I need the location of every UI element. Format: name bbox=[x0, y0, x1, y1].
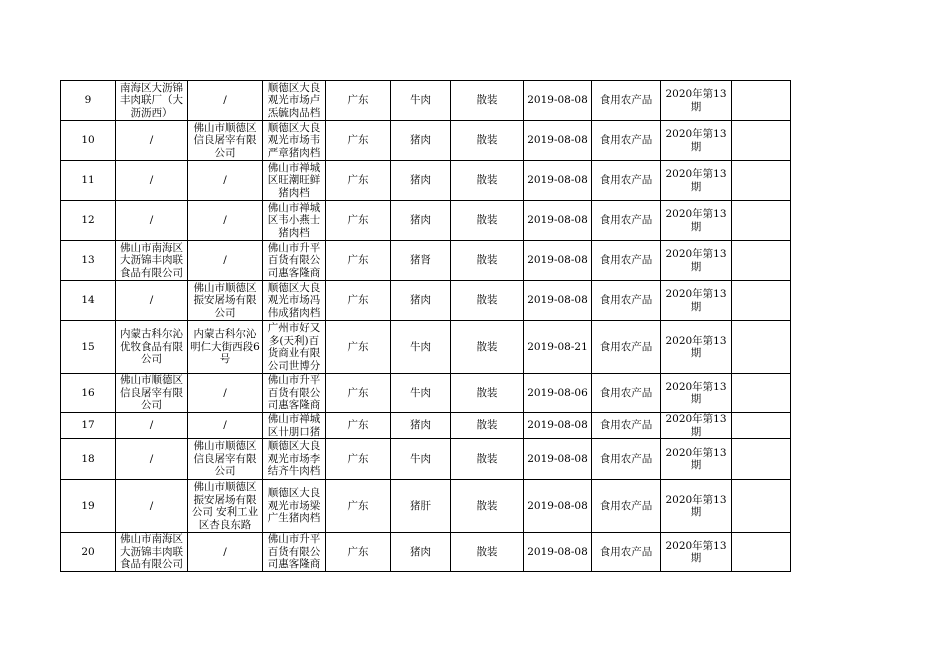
note-cell[interactable] bbox=[732, 161, 791, 201]
province-cell[interactable]: 广东 bbox=[326, 241, 391, 281]
table-row bbox=[61, 321, 791, 374]
producer-cell[interactable]: 南海区大沥锦丰肉联厂（大沥沥西） bbox=[116, 81, 188, 121]
note-cell[interactable] bbox=[732, 241, 791, 281]
spec-cell[interactable]: 散装 bbox=[451, 439, 524, 480]
producer-address-cell[interactable]: 佛山市顺德区信良屠宰有限公司 bbox=[188, 439, 263, 480]
note-cell[interactable] bbox=[732, 121, 791, 161]
date-cell[interactable]: 2019-08-08 bbox=[524, 439, 592, 480]
issue-cell[interactable]: 2020年第13期 bbox=[661, 533, 732, 572]
spec-cell[interactable]: 散装 bbox=[451, 321, 524, 374]
seller-cell[interactable]: 佛山市禅城区卄朋口猪 bbox=[263, 413, 326, 439]
product-cell[interactable]: 猪肉 bbox=[391, 121, 451, 161]
category-cell[interactable]: 食用农产品 bbox=[592, 241, 661, 281]
date-cell[interactable]: 2019-08-08 bbox=[524, 121, 592, 161]
row-number-cell[interactable]: 10 bbox=[61, 121, 116, 161]
date-cell[interactable]: 2019-08-08 bbox=[524, 241, 592, 281]
date-cell[interactable]: 2019-08-08 bbox=[524, 413, 592, 439]
producer-address-cell[interactable]: 佛山市顺德区振安屠场有限公司 bbox=[188, 281, 263, 321]
seller-cell[interactable]: 佛山市升平百货有限公司惠客隆商 bbox=[263, 374, 326, 413]
product-cell[interactable]: 牛肉 bbox=[391, 374, 451, 413]
producer-address-cell[interactable]: 内蒙古科尔沁明仁大街西段6号 bbox=[188, 321, 263, 374]
row-number-cell[interactable]: 12 bbox=[61, 201, 116, 241]
producer-cell[interactable]: / bbox=[116, 480, 188, 533]
seller-cell[interactable]: 顺德区大良观光市场李结齐牛肉档 bbox=[263, 439, 326, 480]
producer-cell[interactable]: 佛山市顺德区信良屠宰有限公司 bbox=[116, 374, 188, 413]
date-cell[interactable]: 2019-08-08 bbox=[524, 281, 592, 321]
province-cell[interactable]: 广东 bbox=[326, 161, 391, 201]
note-cell[interactable] bbox=[732, 413, 791, 439]
category-cell[interactable]: 食用农产品 bbox=[592, 374, 661, 413]
note-cell[interactable] bbox=[732, 201, 791, 241]
producer-cell[interactable]: / bbox=[116, 201, 188, 241]
product-cell[interactable]: 猪肉 bbox=[391, 161, 451, 201]
date-cell[interactable]: 2019-08-06 bbox=[524, 374, 592, 413]
table-row bbox=[61, 201, 791, 241]
row-number-cell[interactable]: 13 bbox=[61, 241, 116, 281]
producer-address-cell[interactable]: / bbox=[188, 161, 263, 201]
table-row bbox=[61, 241, 791, 281]
row-number-cell[interactable]: 14 bbox=[61, 281, 116, 321]
spec-cell[interactable]: 散装 bbox=[451, 241, 524, 281]
producer-cell[interactable]: / bbox=[116, 161, 188, 201]
note-cell[interactable] bbox=[732, 321, 791, 374]
province-cell[interactable]: 广东 bbox=[326, 121, 391, 161]
spec-cell[interactable]: 散装 bbox=[451, 281, 524, 321]
spec-cell[interactable]: 散装 bbox=[451, 81, 524, 121]
product-cell[interactable]: 猪肉 bbox=[391, 533, 451, 572]
category-cell[interactable]: 食用农产品 bbox=[592, 480, 661, 533]
category-cell[interactable]: 食用农产品 bbox=[592, 439, 661, 480]
category-cell[interactable]: 食用农产品 bbox=[592, 413, 661, 439]
date-cell[interactable]: 2019-08-08 bbox=[524, 161, 592, 201]
note-cell[interactable] bbox=[732, 480, 791, 533]
producer-address-cell[interactable]: / bbox=[188, 374, 263, 413]
spec-cell[interactable]: 散装 bbox=[451, 161, 524, 201]
note-cell[interactable] bbox=[732, 81, 791, 121]
row-number-cell[interactable]: 19 bbox=[61, 480, 116, 533]
issue-cell[interactable]: 2020年第13期 bbox=[661, 321, 732, 374]
province-cell[interactable]: 广东 bbox=[326, 374, 391, 413]
table-row bbox=[61, 161, 791, 201]
producer-cell[interactable]: / bbox=[116, 281, 188, 321]
seller-cell[interactable]: 佛山市禅城区旺潮旺鲜猪肉档 bbox=[263, 161, 326, 201]
issue-cell[interactable]: 2020年第13期 bbox=[661, 480, 732, 533]
product-cell[interactable]: 猪肉 bbox=[391, 413, 451, 439]
seller-cell[interactable]: 顺德区大良观光市场梁广生猪肉档 bbox=[263, 480, 326, 533]
seller-cell[interactable]: 佛山市升平百货有限公司惠客隆商 bbox=[263, 533, 326, 572]
note-cell[interactable] bbox=[732, 439, 791, 480]
spec-cell[interactable]: 散装 bbox=[451, 374, 524, 413]
table-row bbox=[61, 413, 791, 439]
note-cell[interactable] bbox=[732, 374, 791, 413]
row-number-cell[interactable]: 20 bbox=[61, 533, 116, 572]
date-cell[interactable]: 2019-08-08 bbox=[524, 533, 592, 572]
product-cell[interactable]: 猪肝 bbox=[391, 480, 451, 533]
table-row bbox=[61, 121, 791, 161]
issue-cell[interactable]: 2020年第13期 bbox=[661, 121, 732, 161]
issue-cell[interactable]: 2020年第13期 bbox=[661, 241, 732, 281]
note-cell[interactable] bbox=[732, 533, 791, 572]
province-cell[interactable]: 广东 bbox=[326, 439, 391, 480]
producer-address-cell[interactable]: / bbox=[188, 413, 263, 439]
row-number-cell[interactable]: 11 bbox=[61, 161, 116, 201]
table-row bbox=[61, 533, 791, 572]
issue-cell[interactable]: 2020年第13期 bbox=[661, 439, 732, 480]
product-cell[interactable]: 猪肉 bbox=[391, 281, 451, 321]
province-cell[interactable]: 广东 bbox=[326, 480, 391, 533]
table-row bbox=[61, 439, 791, 480]
note-cell[interactable] bbox=[732, 281, 791, 321]
producer-address-cell[interactable]: / bbox=[188, 81, 263, 121]
date-cell[interactable]: 2019-08-08 bbox=[524, 480, 592, 533]
issue-cell[interactable]: 2020年第13期 bbox=[661, 161, 732, 201]
producer-cell[interactable]: 内蒙古科尔沁优牧食品有限公司 bbox=[116, 321, 188, 374]
date-cell[interactable]: 2019-08-21 bbox=[524, 321, 592, 374]
table-row bbox=[61, 374, 791, 413]
row-number-cell[interactable]: 18 bbox=[61, 439, 116, 480]
row-number-cell[interactable]: 17 bbox=[61, 413, 116, 439]
row-number-cell[interactable]: 9 bbox=[61, 81, 116, 121]
category-cell[interactable]: 食用农产品 bbox=[592, 281, 661, 321]
category-cell[interactable]: 食用农产品 bbox=[592, 533, 661, 572]
table-body bbox=[61, 81, 791, 572]
province-cell[interactable]: 广东 bbox=[326, 321, 391, 374]
table-row bbox=[61, 81, 791, 121]
spec-cell[interactable]: 散装 bbox=[451, 121, 524, 161]
category-cell[interactable]: 食用农产品 bbox=[592, 321, 661, 374]
product-cell[interactable]: 牛肉 bbox=[391, 439, 451, 480]
data-table bbox=[60, 80, 791, 572]
producer-cell[interactable]: 佛山市南海区大沥锦丰肉联食品有限公司 bbox=[116, 241, 188, 281]
issue-cell[interactable]: 2020年第13期 bbox=[661, 374, 732, 413]
seller-cell[interactable]: 广州市好又多(天利)百货商业有限公司世博分 bbox=[263, 321, 326, 374]
product-cell[interactable]: 牛肉 bbox=[391, 321, 451, 374]
table-row bbox=[61, 281, 791, 321]
row-number-cell[interactable]: 15 bbox=[61, 321, 116, 374]
province-cell[interactable]: 广东 bbox=[326, 281, 391, 321]
product-cell[interactable]: 猪肉 bbox=[391, 201, 451, 241]
issue-cell[interactable]: 2020年第13期 bbox=[661, 81, 732, 121]
province-cell[interactable]: 广东 bbox=[326, 81, 391, 121]
product-cell[interactable]: 牛肉 bbox=[391, 81, 451, 121]
seller-cell[interactable]: 顺德区大良观光市场卢炁毓肉品档 bbox=[263, 81, 326, 121]
seller-cell[interactable]: 佛山市禅城区韦小燕士猪肉档 bbox=[263, 201, 326, 241]
producer-cell[interactable]: / bbox=[116, 413, 188, 439]
category-cell[interactable]: 食用农产品 bbox=[592, 81, 661, 121]
date-cell[interactable]: 2019-08-08 bbox=[524, 81, 592, 121]
producer-address-cell[interactable]: / bbox=[188, 533, 263, 572]
date-cell[interactable]: 2019-08-08 bbox=[524, 201, 592, 241]
issue-cell[interactable]: 2020年第13期 bbox=[661, 413, 732, 439]
product-cell[interactable]: 猪肾 bbox=[391, 241, 451, 281]
producer-address-cell[interactable]: 佛山市顺德区振安屠场有限公司 安利工业区杏良东路 bbox=[188, 480, 263, 533]
category-cell[interactable]: 食用农产品 bbox=[592, 201, 661, 241]
seller-cell[interactable]: 顺德区大良观光市场冯伟成猪肉档 bbox=[263, 281, 326, 321]
province-cell[interactable]: 广东 bbox=[326, 533, 391, 572]
province-cell[interactable]: 广东 bbox=[326, 201, 391, 241]
spec-cell[interactable]: 散装 bbox=[451, 201, 524, 241]
province-cell[interactable]: 广东 bbox=[326, 413, 391, 439]
producer-address-cell[interactable]: 佛山市顺德区信良屠宰有限公司 bbox=[188, 121, 263, 161]
spec-cell[interactable]: 散装 bbox=[451, 533, 524, 572]
producer-cell[interactable]: 佛山市南海区大沥锦丰肉联食品有限公司 bbox=[116, 533, 188, 572]
seller-cell[interactable]: 佛山市升平百货有限公司惠客隆商 bbox=[263, 241, 326, 281]
spec-cell[interactable]: 散装 bbox=[451, 413, 524, 439]
producer-cell[interactable]: / bbox=[116, 439, 188, 480]
producer-address-cell[interactable]: / bbox=[188, 201, 263, 241]
spec-cell[interactable]: 散装 bbox=[451, 480, 524, 533]
issue-cell[interactable]: 2020年第13期 bbox=[661, 201, 732, 241]
issue-cell[interactable]: 2020年第13期 bbox=[661, 281, 732, 321]
category-cell[interactable]: 食用农产品 bbox=[592, 121, 661, 161]
table-row bbox=[61, 480, 791, 533]
category-cell[interactable]: 食用农产品 bbox=[592, 161, 661, 201]
producer-address-cell[interactable]: / bbox=[188, 241, 263, 281]
seller-cell[interactable]: 顺德区大良观光市场韦严章猪肉档 bbox=[263, 121, 326, 161]
producer-cell[interactable]: / bbox=[116, 121, 188, 161]
row-number-cell[interactable]: 16 bbox=[61, 374, 116, 413]
